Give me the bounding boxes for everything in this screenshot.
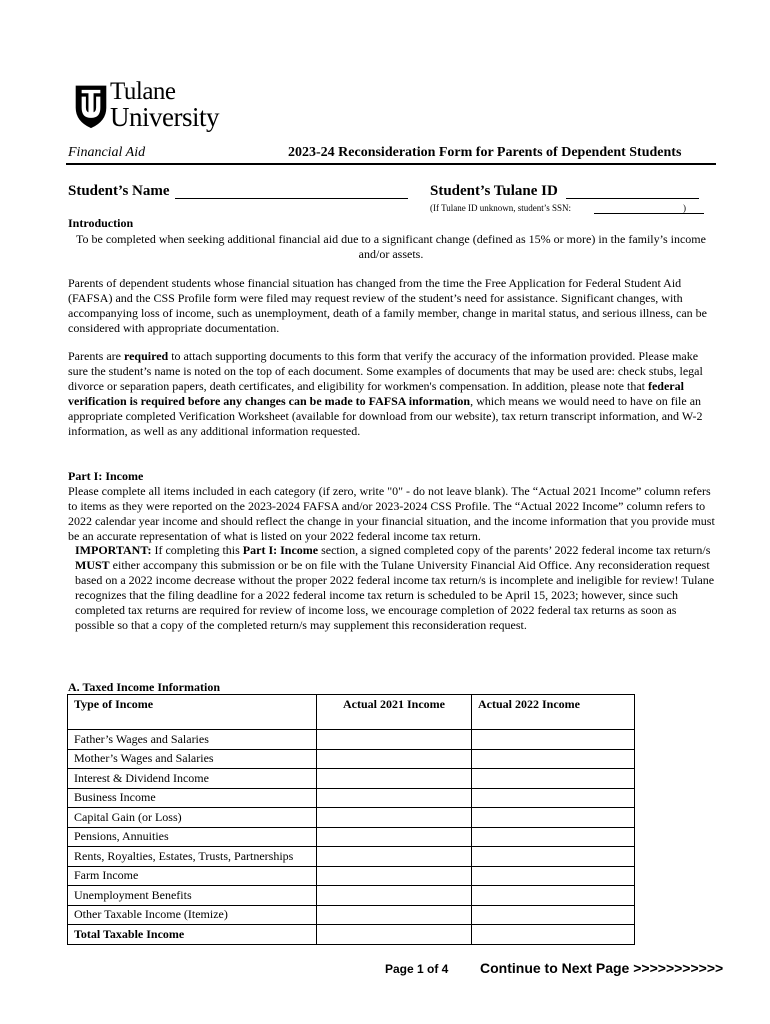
student-name-field[interactable] (175, 198, 408, 199)
amount-2022-field[interactable] (472, 886, 635, 906)
table-row: Unemployment Benefits (68, 886, 635, 906)
student-id-field[interactable] (566, 198, 699, 199)
table-row: Capital Gain (or Loss) (68, 808, 635, 828)
student-name-label: Student’s Name (68, 183, 170, 199)
col-header-type: Type of Income (68, 695, 317, 730)
amount-2022-field[interactable] (472, 730, 635, 750)
amount-2021-field[interactable] (317, 769, 472, 789)
section-a-heading: A. Taxed Income Information (68, 680, 221, 694)
amount-2022-field[interactable] (472, 769, 635, 789)
department-label: Financial Aid (68, 145, 146, 160)
logo-wordmark-line1: Tulane (110, 78, 176, 105)
amount-2022-field[interactable] (472, 866, 635, 886)
table-row: Father’s Wages and Salaries (68, 730, 635, 750)
total-2021-field[interactable] (317, 925, 472, 945)
part1-heading: Part I: Income (68, 469, 144, 483)
tulane-shield-logo (74, 80, 108, 132)
logo-wordmark-line2: University (110, 102, 219, 132)
paragraph-documents: Parents are required to attach supporting documents to this form that verify the accuracy of the information provided. Please make sure the student’s name is noted on the top of each document. Some examples of documents that may be used are: check stubs, legal divorce or separation papers, death certificates, and eligibility for workmen's compensation. In addition, please note that federal verification is required before any changes can be made to FAFSA information, which means we would need to have on file an appropriate completed Verification Worksheet (available for download from our website), tax return transcript information, and W-2 information, as well as any additional information requested. (68, 349, 703, 438)
introduction-heading: Introduction (68, 216, 134, 230)
amount-2022-field[interactable] (472, 827, 635, 847)
page-number: Page 1 of 4 (385, 962, 449, 976)
amount-2021-field[interactable] (317, 886, 472, 906)
part1-instructions: Please complete all items included in each category (if zero, write "0" - do not leave blank). The “Actual 2021 Income” column refers to items as they were reported on the 2023-2024 FAFSA and/or 2023-2024 CSS Profile. The “Actual 2022 Income” column refers to 2022 calendar year income and should reflect the change in your financial situation, and the income information that you provide must be an accurate representation of what is listed on your 2022 federal income tax return. (68, 484, 715, 543)
table-row-total: Total Taxable Income (68, 925, 635, 945)
amount-2022-field[interactable] (472, 905, 635, 925)
col-header-2022: Actual 2022 Income (472, 695, 635, 730)
table-header-row (68, 695, 635, 730)
amount-2021-field[interactable] (317, 847, 472, 867)
amount-2021-field[interactable] (317, 808, 472, 828)
col-header-2021: Actual 2021 Income (317, 695, 472, 730)
amount-2022-field[interactable] (472, 847, 635, 867)
table-row: Business Income (68, 788, 635, 808)
taxed-income-table (67, 694, 635, 945)
amount-2021-field[interactable] (317, 905, 472, 925)
table-row: Mother’s Wages and Salaries (68, 749, 635, 769)
continue-next-page: Continue to Next Page >>>>>>>>>>> (480, 960, 724, 976)
student-id-label: Student’s Tulane ID (430, 183, 558, 199)
amount-2022-field[interactable] (472, 788, 635, 808)
table-row: Other Taxable Income (Itemize) (68, 905, 635, 925)
table-row: Pensions, Annuities (68, 827, 635, 847)
part1-important-note: IMPORTANT: If completing this Part I: Income section, a signed completed copy of the parents’ 2022 federal income tax return/s MUST either accompany this submission or be on file with the Tulane University Financial Aid Office. Any reconsideration request based on a 2022 income decrease without the proper 2022 federal income tax return/s is incomplete and ineligible for review! Tulane recognizes that the filing deadline for a 2022 federal income tax return is scheduled to be April 15, 2023; however, since such completed tax returns are required for review of income loss, we encourage completion of 2022 federal tax returns as soon as possible so that a copy of the completed return/s may supplement this reconsideration request. (75, 543, 715, 632)
introduction-text: To be completed when seeking additional financial aid due to a significant change (defined as 15% or more) in the family’s income and/or assets. (76, 232, 706, 261)
table-row: Interest & Dividend Income (68, 769, 635, 789)
form-title: 2023-24 Reconsideration Form for Parents of Dependent Students (288, 145, 682, 160)
ssn-note: (If Tulane ID unknown, student’s SSN: ) (430, 203, 687, 213)
table-row: Rents, Royalties, Estates, Trusts, Partnerships (68, 847, 635, 867)
amount-2021-field[interactable] (317, 730, 472, 750)
amount-2022-field[interactable] (472, 808, 635, 828)
amount-2021-field[interactable] (317, 827, 472, 847)
amount-2021-field[interactable] (317, 788, 472, 808)
header-divider (66, 163, 716, 165)
amount-2021-field[interactable] (317, 749, 472, 769)
amount-2021-field[interactable] (317, 866, 472, 886)
amount-2022-field[interactable] (472, 749, 635, 769)
ssn-field[interactable] (594, 213, 704, 214)
table-row: Farm Income (68, 866, 635, 886)
paragraph-eligibility: Parents of dependent students whose financial situation has changed from the time the Free Application for Federal Student Aid (FAFSA) and the CSS Profile form were filed may request review of the student’s need for assistance. Significant changes, with accompanying loss of income, such as unemployment, death of a family member, change in marital status, and serious illness, can be considered with appropriate documentation. (68, 276, 708, 335)
total-2022-field[interactable] (472, 925, 635, 945)
